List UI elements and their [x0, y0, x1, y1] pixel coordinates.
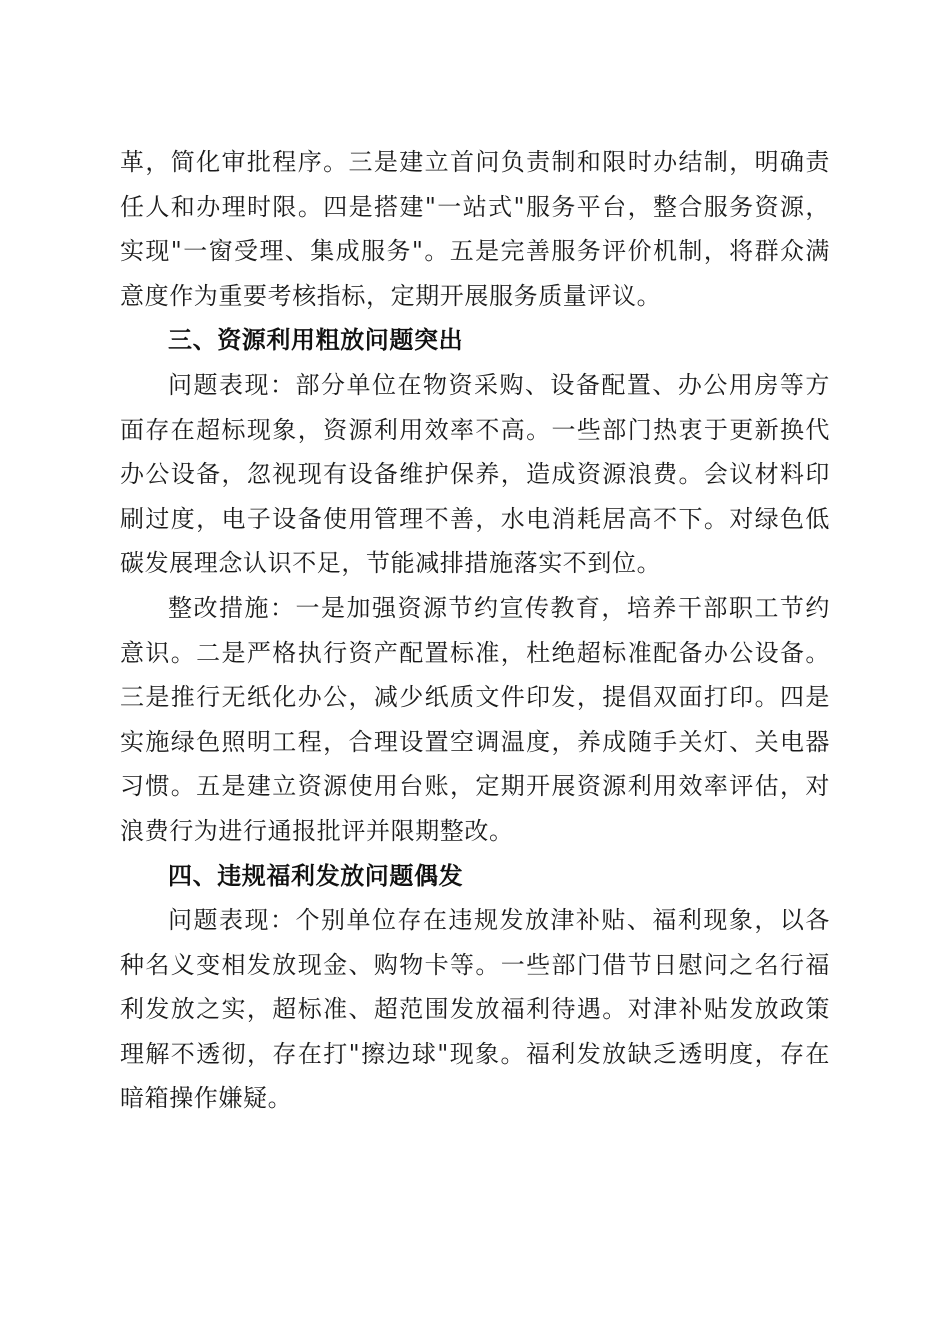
paragraph-problem-4: 问题表现：个别单位存在违规发放津补贴、福利现象，以各种名义变相发放现金、购物卡等。一些部门借节日慰问之名行福利发放之实，超标准、超范围发放福利待遇。对津补贴发放政策理解不透彻，存在打"擦边球"现象。福利发放缺乏透明度，存在暗箱操作嫌疑。: [120, 906, 830, 1113]
paragraph-problem-3: 问题表现：部分单位在物资采购、设备配置、办公用房等方面存在超标现象，资源利用效率不高。一些部门热衷于更新换代办公设备，忽视现有设备维护保养，造成资源浪费。会议材料印刷过度，电子设备使用管理不善，水电消耗居高不下。对绿色低碳发展理念认识不足，节能减排措施落实不到位。: [120, 370, 830, 578]
paragraph-measures-3: 整改措施：一是加强资源节约宣传教育，培养干部职工节约意识。二是严格执行资产配置标准，杜绝超标准配备办公设备。三是推行无纸化办公，减少纸质文件印发，提倡双面打印。四是实施绿色照明工程，合理设置空调温度，养成随手关灯、关电器习惯。五是建立资源使用台账，定期开展资源利用效率评估，对浪费行为进行通报批评并限期整改。: [120, 593, 830, 845]
section-heading-4: 四、违规福利发放问题偶发: [168, 861, 464, 890]
paragraph-continued: 革，简化审批程序。三是建立首问负责制和限时办结制，明确责任人和办理时限。四是搭建"一站式"服务平台，整合服务资源，实现"一窗受理、集成服务"。五是完善服务评价机制，将群众满意度作为重要考核指标，定期开展服务质量评议。: [120, 148, 830, 310]
section-heading-3: 三、资源利用粗放问题突出: [168, 326, 464, 355]
document-body: [120, 140, 830, 1121]
